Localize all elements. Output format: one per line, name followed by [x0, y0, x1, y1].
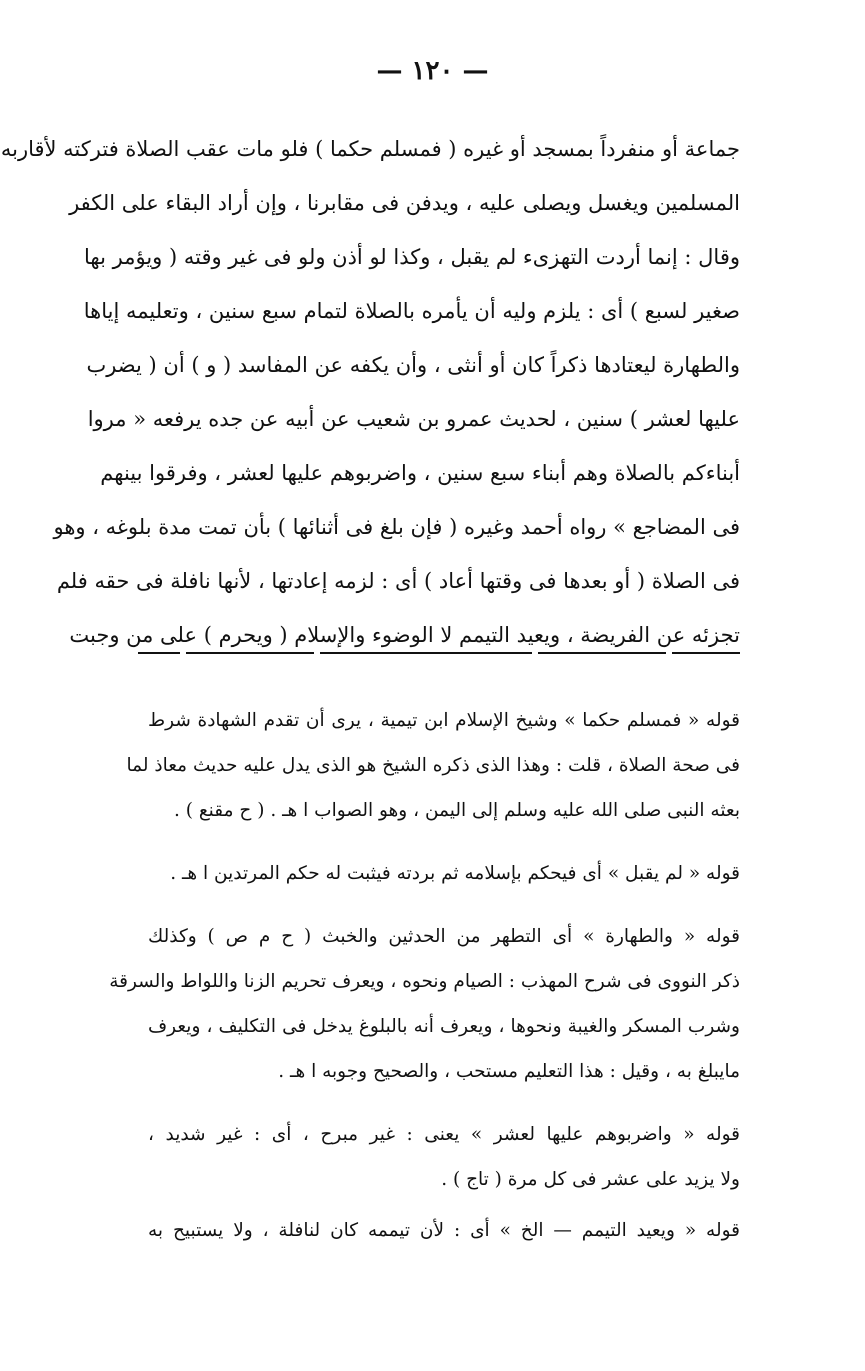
- main-text-line: صغير لسبع ) أى : يلزم وليه أن يأمره بالصلاة لتمام سبع سنين ، وتعليمه إياها: [83, 299, 740, 323]
- main-text-line: وقال : إنما أردت التهزىء لم يقبل ، وكذا لو أذن ولو فى غير وقته ( ويؤمر بها: [84, 245, 740, 269]
- main-text-line: والطهارة ليعتادها ذكراً كان أو أنثى ، وأن يكفه عن المفاسد ( و ) أن ( يضرب: [86, 353, 740, 377]
- footnote-line: قوله « واضربوهم عليها لعشر » يعنى : غير مبرح ، أى : غير شديد ،: [148, 1124, 740, 1145]
- footnote-line: فى صحة الصلاة ، قلت : وهذا الذى ذكره الشيخ هو الذى يدل عليه حديث معاذ لما: [126, 755, 740, 776]
- footnote-line: بعثه النبى صلى الله عليه وسلم إلى اليمن ، وهو الصواب ا هـ . ( ح مقنع ) .: [173, 800, 740, 821]
- footnotes-block: [109, 698, 740, 1253]
- footnote: [109, 914, 740, 1094]
- main-text-block: [0, 122, 740, 662]
- main-text-line: جماعة أو منفرداً بمسجد أو غيره ( فمسلم حكما ) فلو مات عقب الصلاة فتركته لأقاربه: [0, 137, 740, 161]
- footnote-line: وشرب المسكر والغيبة ونحوها ، ويعرف أنه بالبلوغ يدخل فى التكليف ، ويعرف: [148, 1016, 740, 1037]
- footnote-line: قوله « لم يقبل » أى فيحكم بإسلامه ثم بردته فيثبت له حكم المرتدين ا هـ .: [170, 863, 740, 884]
- footnote: [148, 851, 740, 896]
- main-text-line: أبناءكم بالصلاة وهم أبناء سبع سنين ، واضربوهم عليها لعشر ، وفرقوا بينهم: [100, 461, 740, 485]
- footnote: [148, 1208, 740, 1253]
- footnote-line: قوله « والطهارة » أى التطهر من الحدثين والخبث ( ح م ص ) وكذلك: [148, 926, 740, 947]
- footnote-line: قوله « فمسلم حكما » وشيخ الإسلام ابن تيمية ، يرى أن تقدم الشهادة شرط: [148, 710, 740, 731]
- footnote: [148, 1112, 740, 1202]
- main-text-line: فى الصلاة ( أو بعدها فى وقتها أعاد ) أى : لزمه إعادتها ، لأنها نافلة فى حقه فلم: [56, 569, 740, 593]
- main-text-line: المسلمين ويغسل ويصلى عليه ، ويدفن فى مقابرنا ، وإن أراد البقاء على الكفر: [69, 191, 740, 215]
- footnote-line: قوله « ويعيد التيمم — الخ » أى : لأن تيممه كان لنافلة ، ولا يستبيح به: [148, 1220, 740, 1241]
- main-text-line: تجزئه عن الفريضة ، ويعيد التيمم لا الوضوء والإسلام ( ويحرم ) على من وجبت: [69, 623, 740, 647]
- footnote-line: ولا يزيد على عشر فى كل مرة ( تاج ) .: [441, 1169, 740, 1190]
- main-text-line: عليها لعشر ) سنين ، لحديث عمرو بن شعيب عن أبيه عن جده يرفعه « مروا: [87, 407, 740, 431]
- footnote-line: ذكر النووى فى شرح المهذب : الصيام ونحوه ، ويعرف تحريم الزنا واللواط والسرقة: [109, 971, 740, 992]
- page-number: — ١٢٠ —: [376, 56, 489, 86]
- footnote-line: مايبلغ به ، وقيل : هذا التعليم مستحب ، والصحيح وجوبه ا هـ .: [278, 1061, 740, 1082]
- main-text-line: فى المضاجع » رواه أحمد وغيره ( فإن بلغ فى أثنائها ) بأن تمت مدة بلوغه ، وهو: [53, 515, 740, 539]
- footnote-separator: [138, 652, 740, 656]
- footnote: [126, 698, 740, 833]
